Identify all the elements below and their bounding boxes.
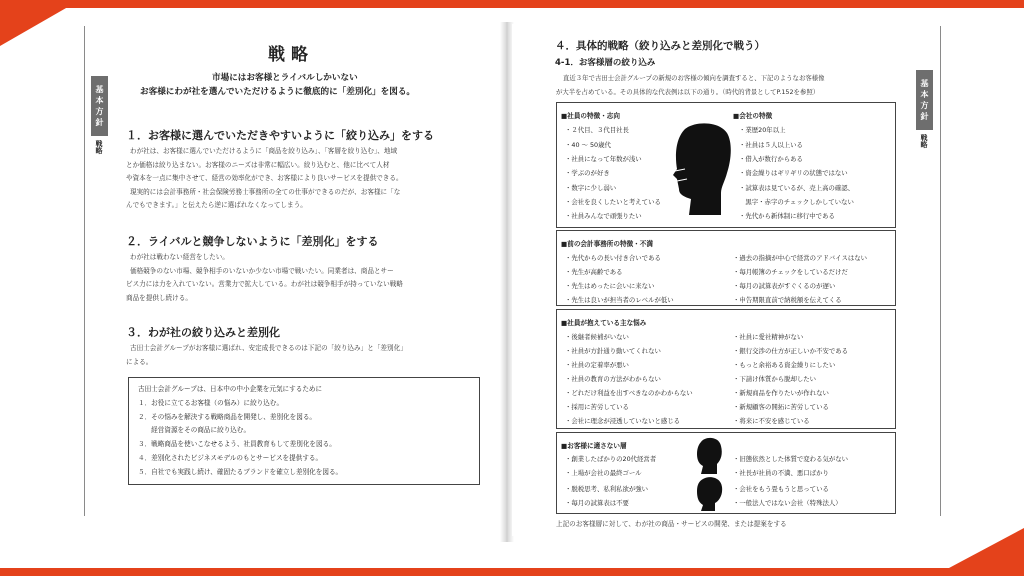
list-item: ・旧態依然とした体質で変わる気がない: [733, 455, 849, 463]
list-item: ・会社を良くしたいと考えている: [565, 198, 661, 206]
previous-accountant-box: [556, 230, 896, 306]
list-item: ・申告期限直前で納税額を伝えてくる: [733, 296, 842, 304]
box-label: ■前の会計事務所の特徴・不満: [561, 240, 653, 248]
list-item: ・後継者候補がいない: [565, 333, 629, 341]
text-line: や資本を一点に集中させて、経営の効率化ができ、お客様により良いサービスを提供できる。: [126, 174, 403, 182]
section-heading-1: １．お客様に選んでいただきやすいように「絞り込み」をする: [126, 129, 434, 142]
list-item: ・下請け体質から脱却したい: [733, 375, 817, 383]
text-line: わが社は、お客様に選んでいただけるように「商品を絞り込み」、「客層を絞り込む」、地域: [130, 147, 398, 155]
list-item: ・会社をもう畳もうと思っている: [733, 485, 829, 493]
box-line: 古田士会計グループは、日本中の中小企業を元気にするために: [138, 385, 323, 393]
list-item: ・毎月の試算表がすぐくるのが遅い: [733, 282, 836, 290]
list-item: ・借入が数行からある: [739, 155, 803, 163]
page-title: 戦略: [268, 45, 314, 65]
list-item: ・業歴20年以上: [739, 126, 786, 134]
tab-char: 針: [920, 112, 929, 121]
text-line: 現実的には会計事務所・社会保険労務士事務所の全ての仕事ができるのだが、お客様に「な: [130, 187, 401, 196]
tab-char: 本: [920, 90, 929, 99]
list-item: ・採用に苦労している: [565, 403, 629, 411]
box-label: ■社員の特徴・志向: [561, 112, 620, 120]
text-line: とか価格は絞り込まない。お客様のニーズは非常に幅広い。絞り込むと、他に比べて人材: [126, 160, 390, 169]
tab-char: 方: [95, 107, 104, 116]
left-side-tab: [91, 76, 108, 136]
list-item: ・学ぶのが好き: [565, 169, 610, 177]
list-item: ・２代目、３代目社長: [565, 126, 629, 134]
person-silhouette-icon: [695, 475, 725, 511]
section-1-body: [126, 145, 403, 213]
box-line: ２．その悩みを解決する戦略商品を開発し、差別化を図る。: [138, 413, 317, 421]
list-item: ・社員の教育の方法がわからない: [565, 375, 661, 383]
customer-concerns-box: [556, 309, 896, 429]
list-item: ・銀行交渉の仕方が正しいか不安である: [733, 347, 849, 355]
text-line: んでもできます。」と伝えたら逆に選ばれなくなってしまう。: [126, 201, 307, 209]
bottom-right-accent-triangle: [934, 528, 1024, 576]
box-line: ４．差別化されたビジネスモデルのもとサービスを提供する。: [138, 454, 323, 462]
list-item: ・先生が高齢である: [565, 268, 623, 276]
unsuitable-customers-box: [556, 432, 896, 514]
section-heading-3: ３．わが社の絞り込みと差別化: [126, 326, 280, 339]
right-page-margin-line: [940, 26, 941, 516]
list-item: ・新規商品を作りたいが作れない: [733, 389, 829, 397]
box-label: ■会社の特徴: [733, 112, 773, 120]
strategy-summary-box: [128, 377, 480, 485]
list-item: 黒字・赤字のチェックしかしていない: [739, 198, 854, 206]
top-accent-bar: [0, 0, 1024, 8]
list-item: ・先代から新体制に移行中である: [739, 212, 835, 220]
list-item: ・試算表は見ているが、売上高の確認、: [739, 184, 855, 192]
top-left-accent-triangle: [0, 0, 80, 46]
list-item: ・毎月の試算表は不要: [565, 499, 629, 507]
tab-char: 基: [920, 79, 929, 88]
list-item: ・毎月帳簿のチェックをしているだけだ: [733, 268, 848, 276]
section-3-body: [126, 342, 407, 369]
section-heading-2: ２．ライバルと競争しないように「差別化」をする: [126, 235, 379, 248]
list-item: ・過去の指摘が中心で経営のアドバイスはない: [733, 254, 868, 262]
text-line: 商品を提供し続ける。: [126, 293, 192, 302]
right-side-sub-label: 戦略: [920, 134, 928, 148]
box-label: ■社員が抱えている主な悩み: [561, 319, 647, 327]
list-item: ・社長が社員の不満、悪口ばかり: [733, 469, 829, 477]
list-item: ・社員は５人以上いる: [739, 141, 803, 149]
list-item: ・先生は良いが担当者のレベルが低い: [565, 296, 674, 304]
tab-char: 基: [95, 85, 104, 94]
right-heading: ４．具体的戦略（絞り込みと差別化で戦う）: [555, 40, 765, 52]
lead-line-2: お客様にわが社を選んでいただけるように徹底的に「差別化」を図る。: [140, 87, 416, 97]
person-silhouette-icon: [671, 121, 733, 215]
list-item: ・会社に理念が浸透していないと感じる: [565, 417, 681, 425]
section-2-body: [126, 251, 403, 305]
list-item: ・40 ～ 50歳代: [565, 141, 611, 149]
list-item: ・社員が方針通り動いてくれない: [565, 347, 661, 355]
right-side-tab: [916, 70, 933, 130]
text-line: 価格競争のない市場、競争相手のいないか少ない市場で戦いたい。同業者は、商品とサー: [130, 266, 394, 275]
box-label: ■お客様に適さない層: [561, 442, 627, 450]
text-line: 古田士会計グループがお客様に選ばれ、安定成長できるのは下記の「絞り込み」と「差別化」: [130, 344, 407, 352]
list-item: ・数字に少し弱い: [565, 184, 617, 192]
list-item: ・新規顧客の開拓に苦労している: [733, 403, 829, 411]
box-line: 経営資源をその商品に絞り込む。: [138, 426, 251, 434]
bottom-note: 上記のお客様層に対して、わが社の商品・サービスの開発、または提案をする: [556, 520, 787, 528]
person-silhouette-icon: [695, 436, 725, 474]
text-line: わが社は戦わない経営をしたい。: [130, 253, 229, 261]
tab-char: 本: [95, 96, 104, 105]
lead-line-1: 市場にはお客様とライバルしかいない: [212, 73, 358, 83]
list-item: ・社員に愛社精神がない: [733, 333, 804, 341]
list-item: ・脱税思考、私利私欲が強い: [565, 485, 649, 493]
left-page-margin-line: [84, 26, 85, 516]
list-item: ・先代からの長い付き合いである: [565, 254, 661, 262]
right-subheading: 4-1．お客様層の絞り込み: [555, 58, 656, 68]
list-item: ・社員になって年数が浅い: [565, 155, 642, 163]
customer-profile-box: [556, 102, 896, 228]
list-item: ・上場が会社の最終ゴール: [565, 469, 642, 477]
list-item: ・社員の定着率が悪い: [565, 361, 629, 369]
tab-char: 方: [920, 101, 929, 110]
list-item: ・もっと余裕ある資金繰りにしたい: [733, 361, 836, 369]
list-item: ・将来に不安を感じている: [733, 417, 810, 425]
intro-line: 直近３年で古田士会計グループの新規のお客様の傾向を調査すると、下記のようなお客様像: [563, 74, 825, 82]
box-line: ３．戦略商品を使いこなせるよう、社員教育もして差別化を図る。: [138, 440, 336, 448]
box-line: ５．自社でも実践し続け、確固たるブランドを確立し差別化を図る。: [138, 468, 343, 476]
list-item: ・先生はめったに会いに来ない: [565, 282, 655, 290]
list-item: ・一般法人ではない会社（特殊法人）: [733, 499, 842, 507]
text-line: ビス力には力を入れていない。営業力で拡大している。わが社は競争相手が持っていない戦略: [126, 280, 403, 288]
list-item: ・社員みんなで頑張りたい: [565, 212, 642, 220]
left-side-sub-label: 戦略: [95, 140, 103, 154]
list-item: ・資金繰りはギリギリの状態ではない: [739, 169, 848, 177]
list-item: ・創業したばかりの20代経営者: [565, 455, 657, 463]
text-line: による。: [126, 357, 153, 366]
tab-char: 針: [95, 118, 104, 127]
box-line: １．お役に立てるお客様（の悩み）に絞り込む。: [138, 399, 284, 407]
bottom-accent-bar: [0, 568, 1024, 576]
intro-line: が大半を占めている。その具体的な代表例は以下の通り。（時代的背景としてP.152を参照）: [556, 88, 820, 96]
list-item: ・どれだけ利益を出すべきなのかわからない: [565, 389, 693, 397]
